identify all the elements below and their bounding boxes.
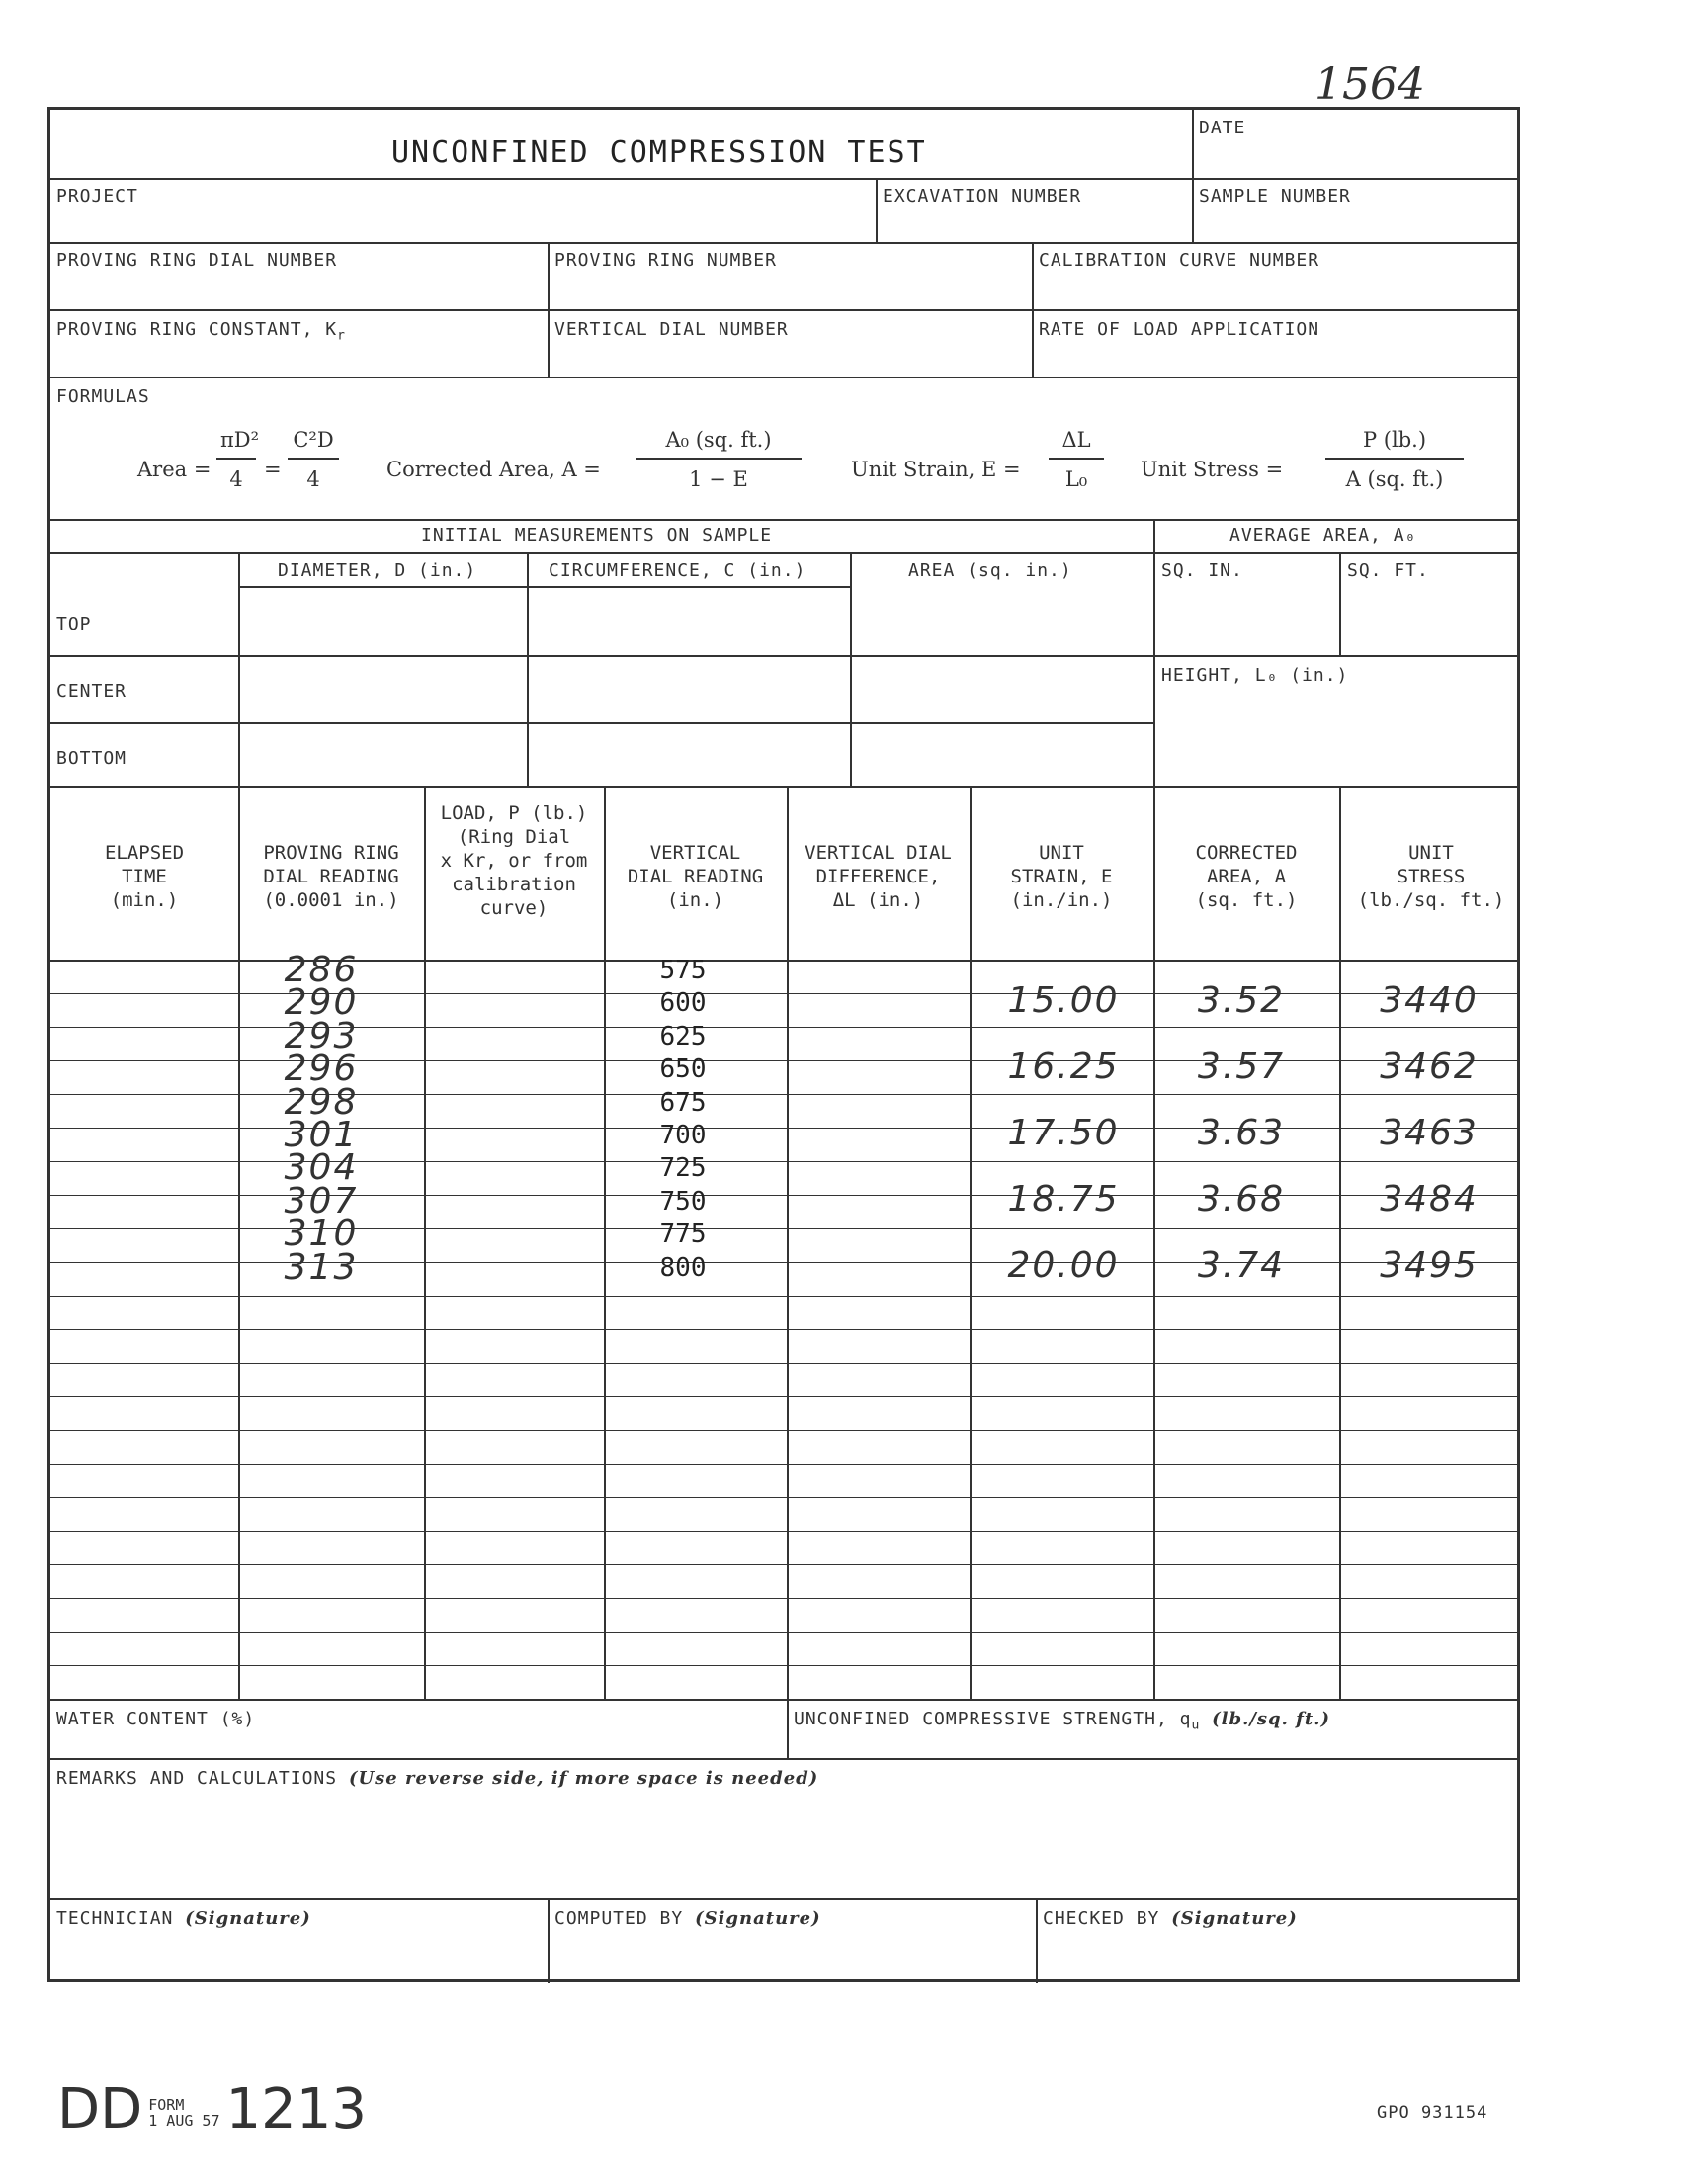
- calibration-curve-number-label: CALIBRATION CURVE NUMBER: [1039, 250, 1320, 271]
- corrected-area-cell: 3.52: [1197, 980, 1286, 1022]
- proving-ring-reading-cell: 313: [284, 1246, 359, 1288]
- proving-ring-number-label: PROVING RING NUMBER: [554, 250, 777, 271]
- formulas-block: Area = $\frac{\text{πD²}}{4}$ = $\frac{\text{C²D}}{4}$ Corrected Area, A = $\frac{\text{A₀ (sq. ft.)}}{1 - E}$ Unit Strain, E = $\frac{\Delta L}{\text{L₀}}$ Unit Stress = $\frac{P (lb.)}{A (sq. ft.)}$: [50, 416, 1523, 535]
- proving-ring-reading-cell: 293: [284, 1015, 359, 1056]
- corrected-area-cell: 3.74: [1197, 1244, 1286, 1286]
- page-number: 1564: [1314, 59, 1425, 110]
- vertical-dial-reading-cell: 775: [659, 1219, 707, 1250]
- height-label: HEIGHT, L₀ (in.): [1161, 665, 1349, 686]
- unit-strain-cell: 18.75: [1007, 1178, 1120, 1219]
- vertical-dial-reading-header: VERTICAL DIAL READING (in.): [627, 842, 764, 911]
- form-title: UNCONFINED COMPRESSION TEST: [391, 135, 927, 170]
- proving-ring-reading-cell: 307: [284, 1180, 359, 1221]
- row-top: TOP: [56, 614, 92, 634]
- avg-sq-ft-col: SQ. FT.: [1347, 560, 1429, 581]
- circumference-col: CIRCUMFERENCE, C (in.): [549, 560, 806, 581]
- unit-strain-cell: 17.50: [1007, 1113, 1120, 1153]
- vertical-dial-reading-cell: 625: [659, 1021, 707, 1051]
- remarks-label: REMARKS AND CALCULATIONS (Use reverse side, if more space is needed): [56, 1768, 819, 1789]
- proving-ring-reading-cell: 286: [284, 950, 359, 990]
- vertical-dial-reading-cell: 600: [659, 988, 707, 1019]
- elapsed-time-header: ELAPSED TIME (min.): [104, 842, 185, 911]
- unit-stress-cell: 3484: [1380, 1178, 1479, 1219]
- vertical-dial-reading-cell: 675: [659, 1087, 707, 1118]
- vertical-dial-reading-cell: 800: [659, 1252, 707, 1283]
- average-area-title: AVERAGE AREA, A₀: [1229, 525, 1417, 546]
- unit-stress-cell: 3440: [1380, 980, 1479, 1022]
- load-header: LOAD, P (lb.) (Ring Dial x Kr, or from calibration curve): [440, 802, 588, 919]
- unit-stress-cell: 3463: [1380, 1113, 1479, 1153]
- area-col: AREA (sq. in.): [908, 560, 1072, 581]
- unit-strain-cell: 16.25: [1007, 1047, 1120, 1088]
- unit-stress-cell: 3495: [1380, 1244, 1479, 1286]
- gpo-code: GPO 931154: [1377, 2103, 1488, 2123]
- proving-ring-constant-label: PROVING RING CONSTANT, $K_r$: [56, 319, 346, 344]
- unit-strain-cell: 20.00: [1007, 1244, 1120, 1286]
- form-number: DD FORM 1 AUG 57 1213: [57, 2077, 368, 2142]
- initial-measurements-title: INITIAL MEASUREMENTS ON SAMPLE: [421, 525, 773, 546]
- proving-ring-reading-cell: 310: [284, 1214, 359, 1255]
- project-label: PROJECT: [56, 186, 138, 207]
- date-label: DATE: [1199, 118, 1246, 138]
- avg-sq-in-col: SQ. IN.: [1161, 560, 1243, 581]
- formulas-label: FORMULAS: [56, 386, 150, 407]
- corrected-area-header: CORRECTED AREA, A (sq. ft.): [1195, 842, 1298, 911]
- unit-strain-header: UNIT STRAIN, E (in./in.): [1010, 842, 1113, 911]
- proving-ring-reading-header: PROVING RING DIAL READING (0.0001 in.): [263, 842, 399, 911]
- proving-ring-reading-cell: 296: [284, 1049, 359, 1090]
- rate-of-load-label: RATE OF LOAD APPLICATION: [1039, 319, 1320, 340]
- corrected-area-cell: 3.57: [1197, 1047, 1286, 1088]
- unit-strain-cell: 15.00: [1007, 980, 1120, 1022]
- handwritten-strokes: [50, 110, 1519, 1098]
- vertical-dial-reading-cell: 575: [659, 956, 707, 985]
- vertical-dial-reading-cell: 725: [659, 1153, 707, 1184]
- ucs-label: UNCONFINED COMPRESSIVE STRENGTH, $q_u$ (lb./sq. ft.): [794, 1709, 1331, 1733]
- row-center: CENTER: [56, 681, 127, 702]
- row-bottom: BOTTOM: [56, 748, 127, 769]
- proving-ring-reading-cell: 304: [284, 1147, 359, 1189]
- computed-by-label: COMPUTED BY (Signature): [554, 1908, 821, 1929]
- compression-test-form: [47, 107, 1520, 1982]
- excavation-number-label: EXCAVATION NUMBER: [883, 186, 1082, 207]
- unit-stress-header: UNIT STRESS (lb./sq. ft.): [1357, 842, 1505, 911]
- vertical-dial-number-label: VERTICAL DIAL NUMBER: [554, 319, 789, 340]
- corrected-area-cell: 3.63: [1197, 1113, 1286, 1153]
- checked-by-label: CHECKED BY (Signature): [1043, 1908, 1298, 1929]
- unit-stress-cell: 3462: [1380, 1047, 1479, 1088]
- vertical-dial-reading-cell: 650: [659, 1054, 707, 1085]
- corrected-area-cell: 3.68: [1197, 1178, 1286, 1219]
- proving-ring-reading-cell: 298: [284, 1081, 359, 1123]
- diameter-col: DIAMETER, D (in.): [278, 560, 477, 581]
- proving-ring-reading-cell: 290: [284, 982, 359, 1024]
- sample-number-label: SAMPLE NUMBER: [1199, 186, 1351, 207]
- proving-ring-dial-number-label: PROVING RING DIAL NUMBER: [56, 250, 338, 271]
- proving-ring-reading-cell: 301: [284, 1115, 359, 1155]
- vertical-dial-reading-cell: 750: [659, 1186, 707, 1217]
- vertical-dial-difference-header: VERTICAL DIAL DIFFERENCE, ΔL (in.): [805, 842, 952, 911]
- vertical-dial-reading-cell: 700: [659, 1121, 707, 1150]
- water-content-label: WATER CONTENT (%): [56, 1709, 256, 1729]
- technician-label: TECHNICIAN (Signature): [56, 1908, 311, 1929]
